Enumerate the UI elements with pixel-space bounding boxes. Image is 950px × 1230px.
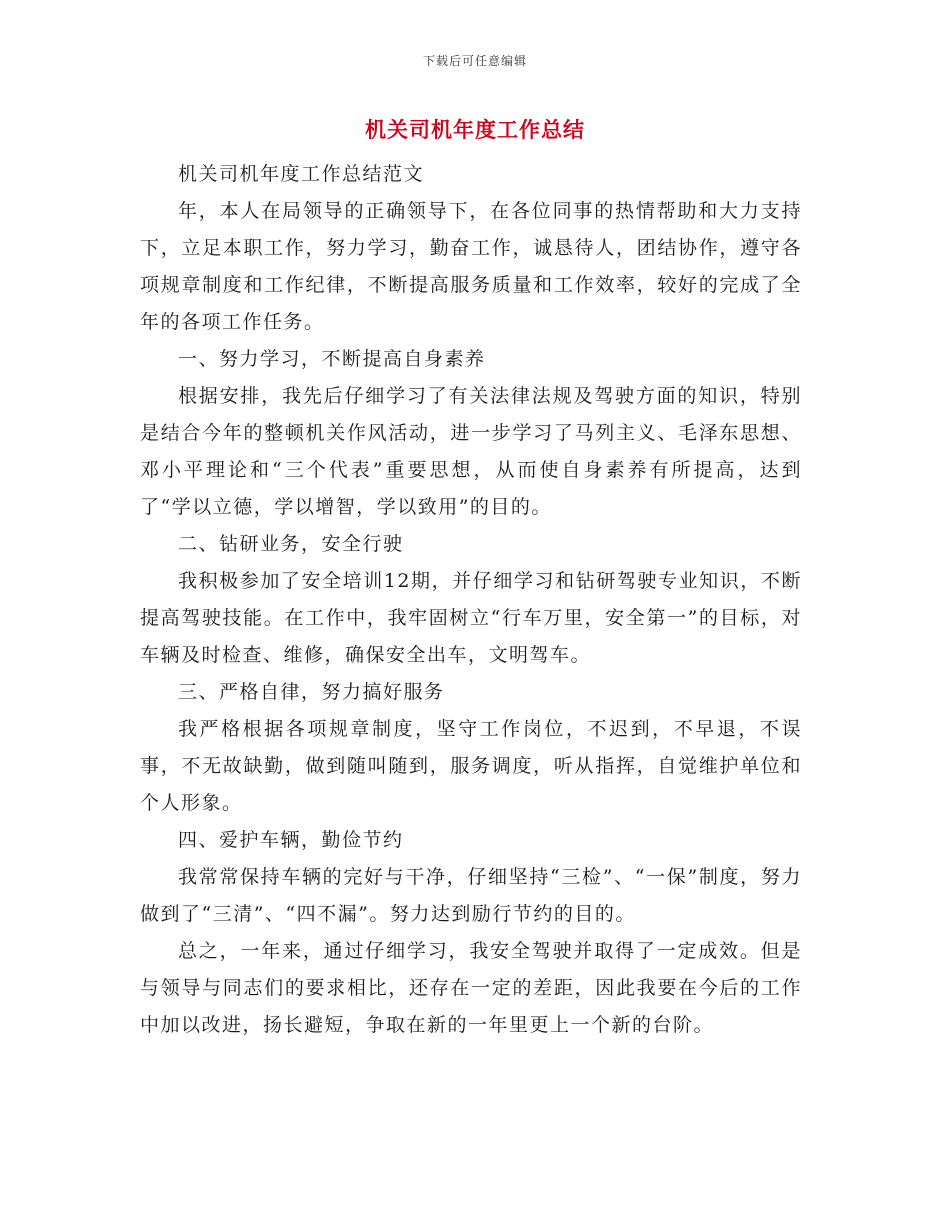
paragraph-section-2: 我积极参加了安全培训12期，并仔细学习和钻研驾驶专业知识，不断提高驾驶技能。在工作中，我牢固树立“行车万里，安全第一”的目标，对车辆及时检查、维修，确保安全出车，文明驾车。 <box>140 570 802 666</box>
section-heading-1: 一、努力学习，不断提高自身素养 <box>178 348 486 370</box>
paragraph-subtitle: 机关司机年度工作总结范文 <box>178 163 425 185</box>
document-title: 机关司机年度工作总结 <box>365 117 585 142</box>
paragraph-intro: 年，本人在局领导的正确领导下，在各位同事的热情帮助和大力支持下，立足本职工作，努力学习，勤奋工作，诚恳待人，团结协作，遵守各项规章制度和工作纪律，不断提高服务质量和工作效率，较好的完成了全年的各项工作任务。 <box>140 200 802 333</box>
section-heading-3: 三、严格自律，努力搞好服务 <box>178 681 445 703</box>
paragraph-conclusion: 总之，一年来，通过仔细学习，我安全驾驶并取得了一定成效。但是与领导与同志们的要求相比，还存在一定的差距，因此我要在今后的工作中加以改进，扬长避短，争取在新的一年里更上一个新的台阶。 <box>140 940 802 1036</box>
paragraph-section-1: 根据安排，我先后仔细学习了有关法律法规及驾驶方面的知识，特别是结合今年的整顿机关作风活动，进一步学习了马列主义、毛泽东思想、邓小平理论和“三个代表”重要思想，从而使自身素养有所提高，达到了“学以立德，学以增智，学以致用”的目的。 <box>140 385 802 518</box>
document-body <box>140 156 802 1044</box>
header-note: 下载后可任意编辑 <box>422 54 527 68</box>
paragraph-section-3: 我严格根据各项规章制度，坚守工作岗位，不迟到，不早退，不误事，不无故缺勤，做到随叫随到，服务调度，听从指挥，自觉维护单位和个人形象。 <box>140 718 802 814</box>
section-heading-2: 二、钻研业务，安全行驶 <box>178 533 404 555</box>
section-heading-4: 四、爱护车辆，勤俭节约 <box>178 829 404 851</box>
paragraph-section-4: 我常常保持车辆的完好与干净，仔细坚持“三检”、“一保”制度，努力做到了“三清”、“四不漏”。努力达到励行节约的目的。 <box>140 866 802 925</box>
